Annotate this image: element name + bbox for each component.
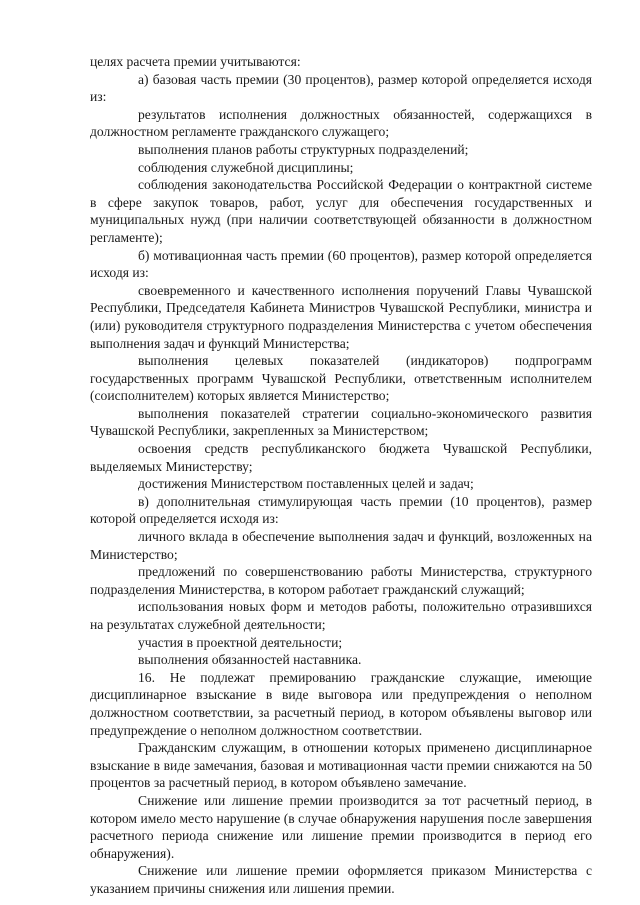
paragraph-additional-projects: участия в проектной деятельности; [138, 634, 343, 650]
paragraph-motivation-goals: достижения Министерством поставленных целей и задач; [138, 476, 474, 492]
paragraph-reduction-period: Снижение или лишение премии производится за тот расчетный период, в котором имело место нарушение (в случае обнаружения нарушения после завершения расчетного периода снижение или лишение премии производится в период его обнаружения). [90, 792, 592, 861]
paragraph-additional-contribution: личного вклада в обеспечение выполнения задач и функций, возложенных на Министерство; [90, 529, 592, 562]
paragraph-base-plans: выполнения планов работы структурных подразделений; [138, 141, 469, 157]
paragraph-remark-reduction: Гражданским служащим, в отношении которых применено дисциплинарное взыскание в виде замечания, базовая и мотивационная части премии снижаются на 50 процентов за расчетный период, в котором объявлено замечание. [90, 740, 592, 791]
paragraph-base-procurement: соблюдения законодательства Российской Федерации о контрактной системе в сфере закупок товаров, работ, услуг для обеспечения государственных и муниципальных нужд (при наличии соответствующей обязанности в должностном регламенте); [90, 177, 592, 245]
paragraph-additional-part: в) дополнительная стимулирующая часть премии (10 процентов), размер которой определяется исходя из: [90, 493, 592, 527]
paragraph-additional-mentor: выполнения обязанностей наставника. [138, 652, 362, 668]
paragraph-clause-16: 16. Не подлежат премированию гражданские служащие, имеющие дисциплинарное взыскание в виде выговора или предупреждения о неполном должностном соответствии, за расчетный период, в котором объявлены выговор или предупреждение о неполном должностном соответствии. [90, 669, 592, 738]
paragraph-reduction-order: Снижение или лишение премии оформляется приказом Министерства с указанием причины снижения или лишения премии. [90, 863, 592, 896]
paragraph-base-duties: результатов исполнения должностных обязанностей, содержащихся в должностном регламенте гражданского служащего; [90, 106, 592, 140]
paragraph-additional-methods: использования новых форм и методов работы, положительно отразившихся на результатах служебной деятельности; [90, 599, 592, 632]
paragraph-base-part: а) базовая часть премии (30 процентов), размер которой определяется исходя из: [90, 71, 592, 105]
paragraph-motivation-orders: своевременного и качественного исполнения поручений Главы Чувашской Республики, Председателя Кабинета Министров Чувашской Республики, министра и (или) руководителя структурного подразделения Министерства с учетом обеспечения выполнения задач и функций Министерства; [90, 282, 592, 351]
paragraph-base-discipline: соблюдения служебной дисциплины; [138, 159, 354, 175]
paragraph-motivation-budget: освоения средств республиканского бюджета Чувашской Республики, выделяемых Министерству; [90, 441, 592, 474]
paragraph-motivation-strategy: выполнения показателей стратегии социально-экономического развития Чувашской Республики, закрепленных за Министерством; [90, 405, 592, 439]
paragraph-additional-proposals: предложений по совершенствованию работы Министерства, структурного подразделения Министерства, в котором работает гражданский служащий; [90, 564, 592, 597]
paragraph-intro: целях расчета премии учитываются: [90, 54, 301, 69]
paragraph-motivation-indicators: выполнения целевых показателей (индикаторов) подпрограмм государственных программ Чувашской Республики, ответственным исполнителем (соисполнителем) которых является Министерство; [90, 353, 592, 404]
paragraph-motivation-part: б) мотивационная часть премии (60 процентов), размер которой определяется исходя из: [90, 247, 592, 281]
